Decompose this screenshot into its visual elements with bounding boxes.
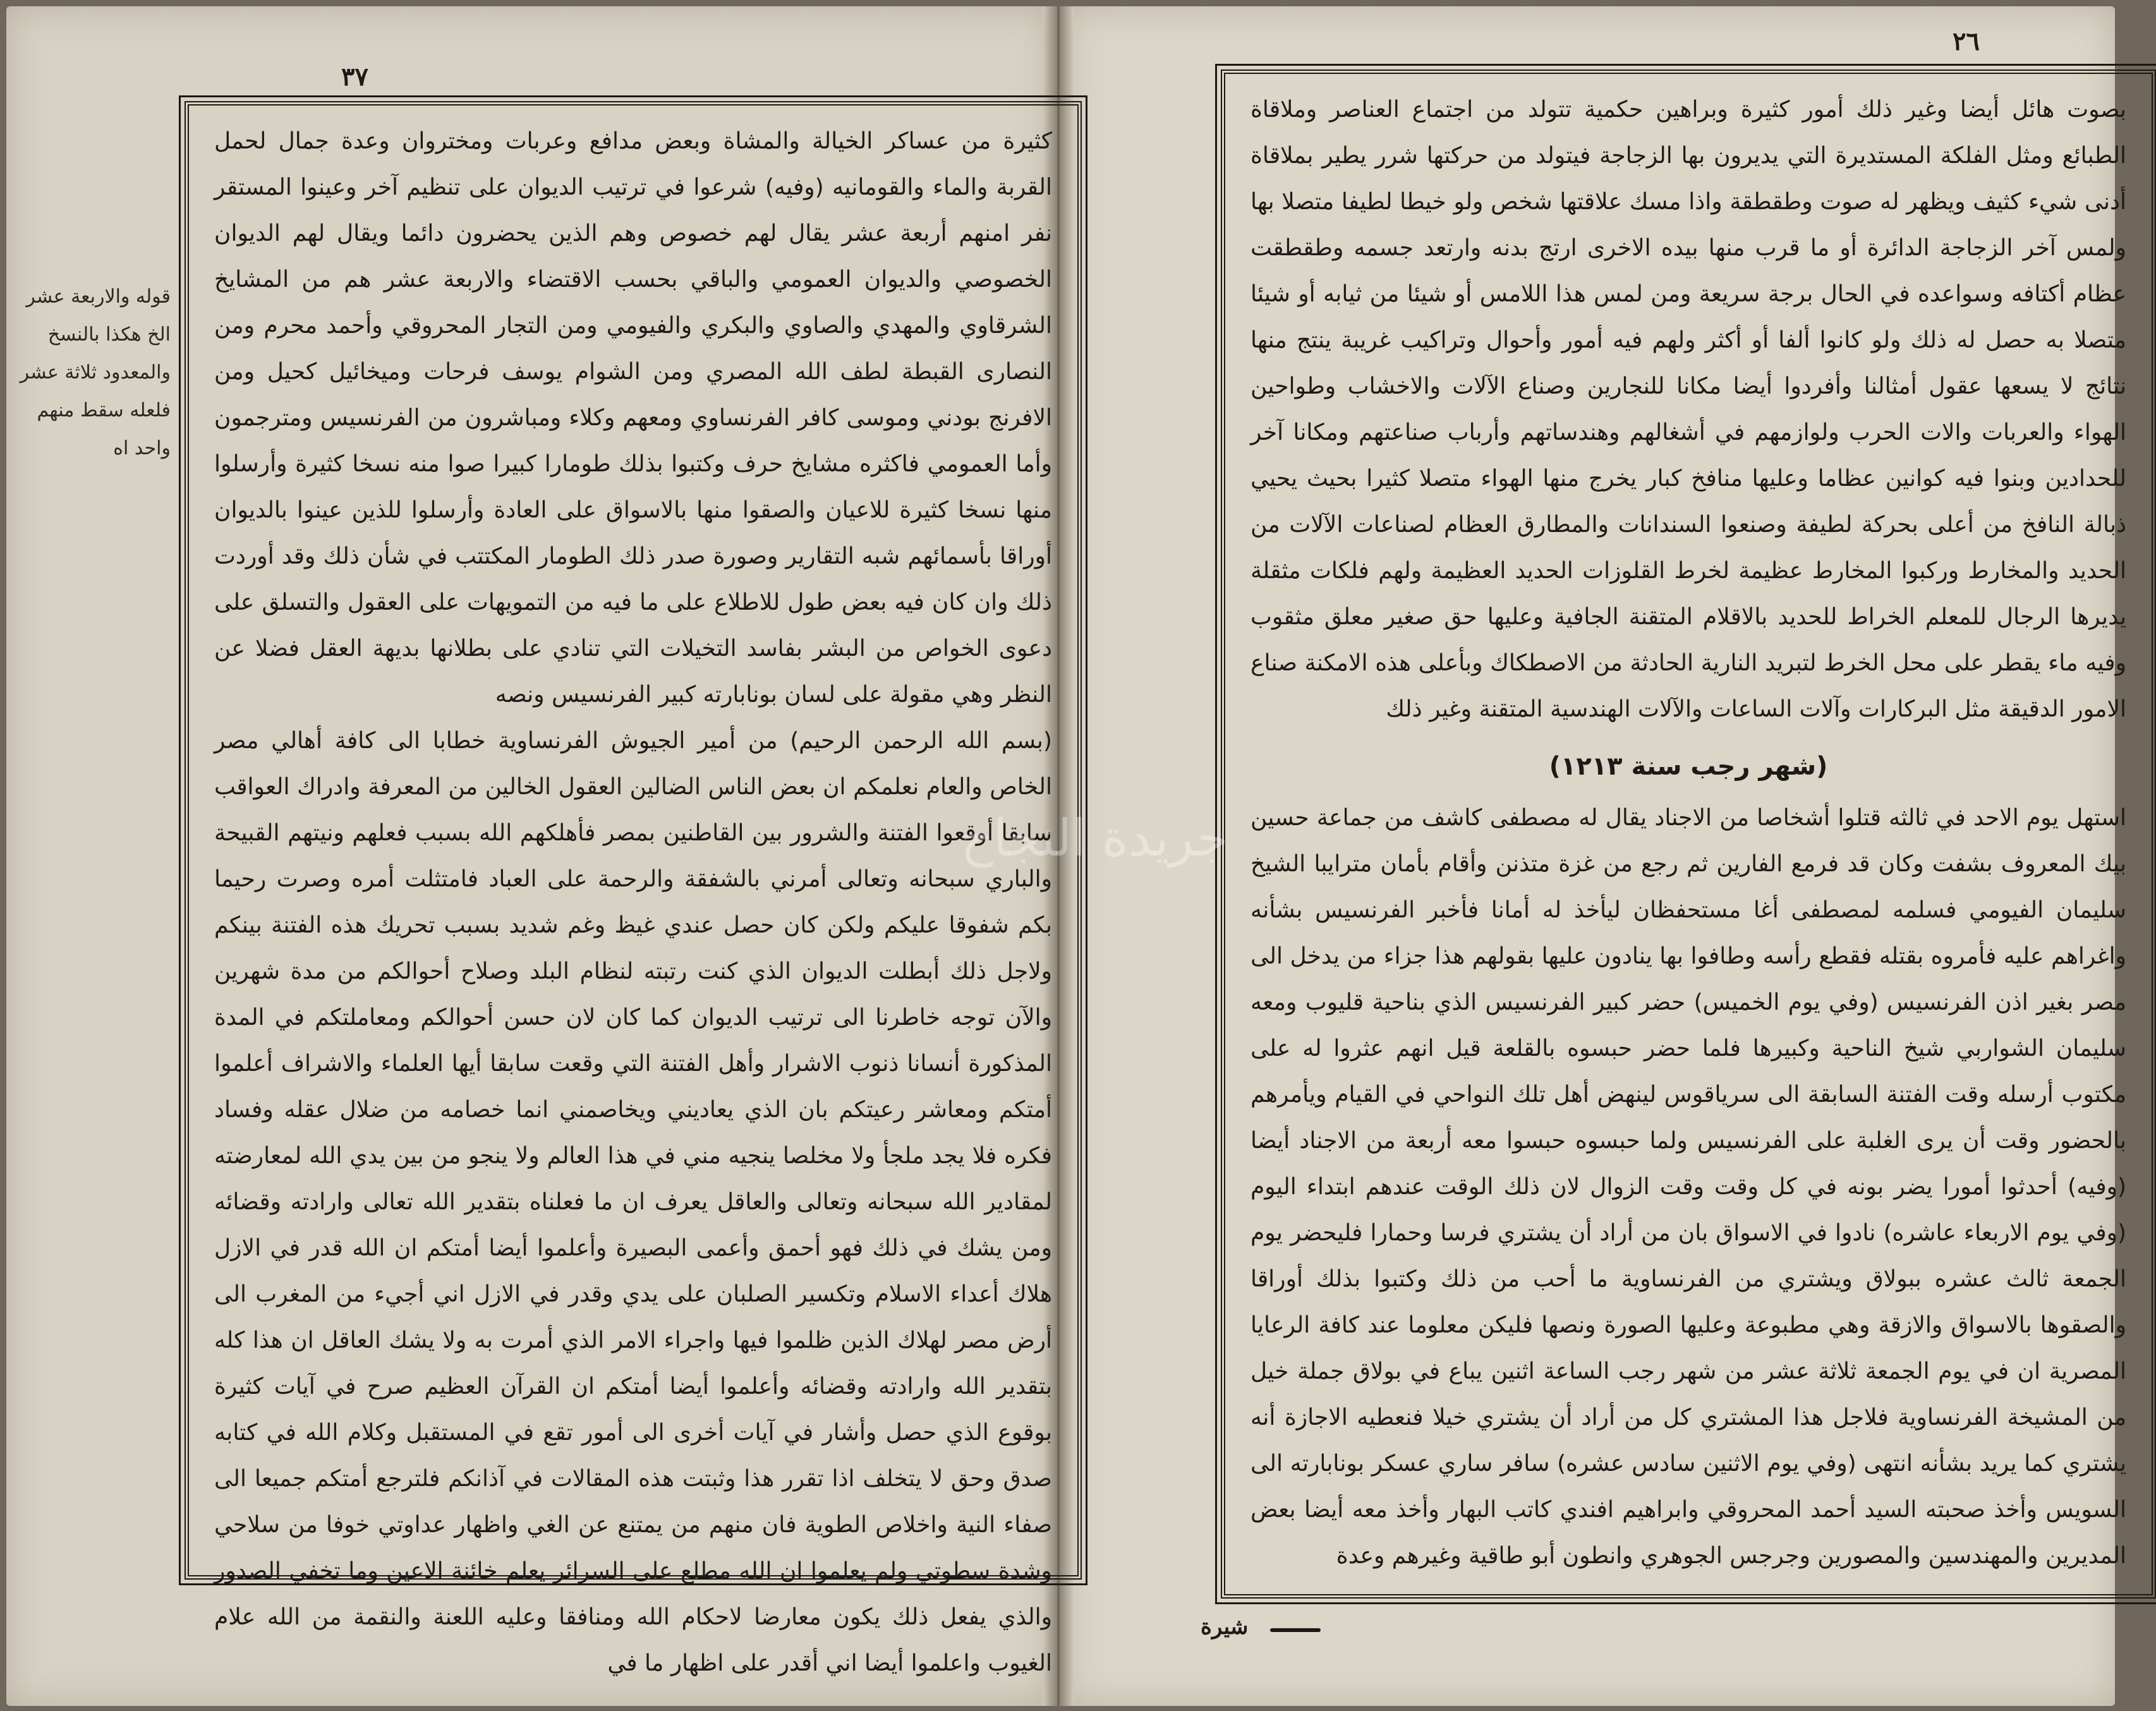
catchword: شيرة [1201,1614,1249,1640]
left-text-block [214,118,1052,1676]
left-paragraph: (بسم الله الرحمن الرحيم) من أمير الجيوش الفرنساوية خطابا الى كافة أهالي مصر الخاص والعام نعلمكم ان بعض الناس الضالين العقول الخالين من المعرفة وادراك العواقب سابقا أوقعوا الفتنة والشرور بين القاطنين بمصر فأهلكهم الله بسبب فعلهم ونيتهم القبيحة والباري سبحانه وتعالى أمرني بالشفقة والرحمة على العباد فامتثلت أمره وصرت رحيما بكم شفوقا عليكم ولكن كان حصل عندي غيظ وغم شديد بسبب تحريك هذه الفتنة بينكم ولاجل ذلك أبطلت الديوان الذي كنت رتبته لنظام البلد وصلاح أحوالكم من مدة شهرين والآن توجه خاطرنا الى ترتيب الديوان كما كان لان حسن أحوالكم ومعاملتكم في المدة المذكورة أنسانا ذنوب الاشرار وأهل الفتنة التي وقعت سابقا أيها العلماء والاشراف أعلموا أمتكم ومعاشر رعيتكم بان الذي يعاديني ويخاصمني انما خصامه من ضلال عقله وفساد فكره فلا يجد ملجأ ولا مخلصا ينجيه مني في هذا العالم ولا ينجو من بين يدي الله لمعارضته لمقادير الله سبحانه وتعالى والعاقل يعرف ان ما فعلناه بتقدير الله تعالى وارادته وقضائه ومن يشك في ذلك فهو أحمق وأعمى البصيرة وأعلموا أيضا أمتكم ان الله قدر في الازل هلاك أعداء الاسلام وتكسير الصلبان على يدي وقدر في الازل اني أجيء من المغرب الى أرض مصر لهلاك الذين ظلموا فيها واجراء الامر الذي أمرت به ولا يشك العاقل ان هذا كله بتقدير الله وارادته وقضائه وأعلموا أيضا أمتكم ان القرآن العظيم صرح في آيات كثيرة بوقوع الذي حصل وأشار في آيات أخرى الى أمور تقع في المستقبل وكلام الله في كتابه صدق وحق لا يتخلف اذا تقرر هذا وثبتت هذه المقالات في آذانكم فلترجع أمتكم جميعا الى صفاء النية واخلاص الطوية فان منهم من يمتنع عن الغي واظهار عداوتي خوفا من سلاحي وشدة سطوتي ولم يعلموا ان الله مطلع على السرائر يعلم خائنة الاعين وما تخفي الصدور والذي يفعل ذلك يكون معارضا لاحكام الله ومنافقا وعليه اللعنة والنقمة من الله علام الغيوب واعلموا أيضا اني أقدر على اظهار ما في [214,728,1052,1676]
right-text-frame [1221,70,2156,1599]
catchword-line [1270,1628,1321,1632]
left-page-number: ٣٧ [341,62,368,92]
right-paragraph: بصوت هائل أيضا وغير ذلك أمور كثيرة وبراهين حكمية تتولد من اجتماع العناصر وملاقاة الطبائع ومثل الفلكة المستديرة التي يديرون بها الزجاجة فيتولد من حركتها شرر يطير بملاقاة أدنى شيء كثيف ويظهر له صوت وطقطقة واذا مسك علاقتها شخص ولو خيطا لطيفا متصلا بها ولمس آخر الزجاجة الدائرة أو ما قرب منها بيده الاخرى ارتج بدنه وارتعد جسمه وطقطقت عظام أكتافه وسواعده في الحال برجة سريعة ومن لمس هذا اللامس أو شيئا من ثيابه أو شيئا متصلا به حصل له ذلك ولو كانوا ألفا أو أكثر ولهم فيه أمور وأحوال وتراكيب غريبة ينتج منها نتائج لا يسعها عقول أمثالنا وأفردوا أيضا مكانا للنجارين وصناع الآلات والاخشاب وطواحين الهواء والعربات والات الحرب ولوازمهم في أشغالهم وهندساتهم وأرباب صناعتهم ومكانا آخر للحدادين وبنوا فيه كوانين عظاما وعليها منافخ كبار يخرج منها الهواء متصلا كثيرا بحيث يحيي ذبالة النافخ من أعلى بحركة لطيفة وصنعوا السندانات والمطارق العظام لصناعات الآلات من الحديد والمخارط وركبوا المخارط عظيمة لخرط القلوزات الحديد العظيمة ولهم فلكات مثقلة يديرها الرجال للمعلم الخراط للحديد بالاقلام المتقنة الجافية وعليها حق صغير معلق مثقوب وفيه ماء يقطر على محل الخرط لتبريد النارية الحادثة من الاصطكاك وبأعلى هذه الامكنة صناع الامور الدقيقة مثل البركارات وآلات الساعات والآلات الهندسية المتقنة وغير ذلك [1251,97,2126,722]
right-page-number: ٢٦ [1953,27,1980,56]
margin-note: قوله والاربعة عشر الخ هكذا بالنسخ والمعدود ثلاثة عشر فلعله سقط منهم واحد اه [20,286,171,459]
left-paragraph: كثيرة من عساكر الخيالة والمشاة وبعض مدافع وعربات ومختروان وعدة جمال لحمل القربة والماء والقومانيه (وفيه) شرعوا في ترتيب الديوان على تنظيم آخر وعينوا المستقر نفر امنهم أربعة عشر يقال لهم خصوص وهم الذين يحضرون دائما ويقال لهم الديوان الخصوصي والديوان العمومي والباقي بحسب الاقتضاء والاربعة عشر هم من المشايخ الشرقاوي والمهدي والصاوي والبكري والفيومي ومن التجار المحروقي وأحمد محرم ومن النصارى القبطة لطف الله المصري ومن الشوام يوسف فرحات وميخائيل كحيل ومن الافرنج بودني وموسى كافر الفرنساوي ومعهم وكلاء ومباشرون من الفرنسيس ومترجمون وأما العمومي فاكثره مشايخ حرف وكتبوا بذلك طومارا كبيرا صوا منه نسخا كثيرة وأرسلوا منها نسخا كثيرة للاعيان والصقوا منها بالاسواق على العادة وأرسلوا للذين عينوا بالديوان أوراقا بأسمائهم شبه التقارير وصورة صدر ذلك الطومار المكتتب في شأن ذلك وقد أوردت ذلك وان كان فيه بعض طول للاطلاع على ما فيه من التمويهات على العقول والتسلق على دعوى الخواص من البشر بفاسد التخيلات التي تنادي على بطلانها بديهة العقل فضلا عن النظر وهي مقولة على لسان بونابارته كبير الفرنسيس ونصه [214,128,1052,708]
right-paragraph: استهل يوم الاحد في ثالثه قتلوا أشخاصا من الاجناد يقال له مصطفى كاشف من جماعة حسين بيك المعروف بشفت وكان قد فرمع الفارين ثم رجع من غزة متذنن وأقام بأمان مترايبا الشيخ سليمان الفيومي فسلمه لمصطفى أغا مستحفظان ليأخذ له أمانا فأخبر الفرنسيس بشأنه واغراهم عليه فأمروه بقتله فقطع رأسه وطافوا بها ينادون عليها بقولهم هذا جزاء من يدخل الى مصر بغير اذن الفرنسيس (وفي يوم الخميس) حضر كبير الفرنسيس الذي بناحية قليوب ومعه سليمان الشواربي شيخ الناحية وكبيرها فلما حضر حبسوه بالقلعة قيل انهم عثروا له على مكتوب أرسله وقت الفتنة السابقة الى سرياقوس لينهض أهل تلك النواحي في القيام ويأمرهم بالحضور وقت أن يرى الغلبة على الفرنسيس ولما حبسوه حبسوا معه أربعة من الاجناد أيضا (وفيه) أحدثوا أمورا يضر بونه في كل وقت وقت الزوال لان ذلك الوقت عندهم ابتداء اليوم (وفي يوم الاربعاء عاشره) نادوا في الاسواق بان من أراد أن يشتري فرسا وحمارا فليحضر يوم الجمعة ثالث عشره ببولاق ويشتري من الفرنساوية ما أحب من ذلك وكتبوا بذلك أوراقا والصقوها بالاسواق والازقة وهي مطبوعة وعليها الصورة ونصها فليكن معلوما عند كافة الرعايا المصرية ان في يوم الجمعة ثلاثة عشر من شهر رجب الساعة اثنين يباع في بولاق جملة خيل من المشيخة الفرنساوية فلاجل هذا المشتري كل من أراد أن يشتري خيلا فنعطيه الاجازة أنه يشتري كما يريد بشأنه انتهى (وفي يوم الاثنين سادس عشره) سافر ساري عسكر بونابارته الى السويس وأخذ صحبته السيد أحمد المحروقي وابراهيم افندي كاتب البهار وأخذ معه أيضا بعض المديرين والمهندسين والمصورين وجرجس الجوهري وانطون أبو طاقية وغيرهم وعدة [1251,805,2126,1569]
left-text-frame [185,101,1082,1676]
right-text-block [1251,87,2126,1584]
watermark: جريدة النجاح [960,809,1228,868]
section-heading: (شهر رجب سنة ١٢١٣) [1549,752,1828,781]
